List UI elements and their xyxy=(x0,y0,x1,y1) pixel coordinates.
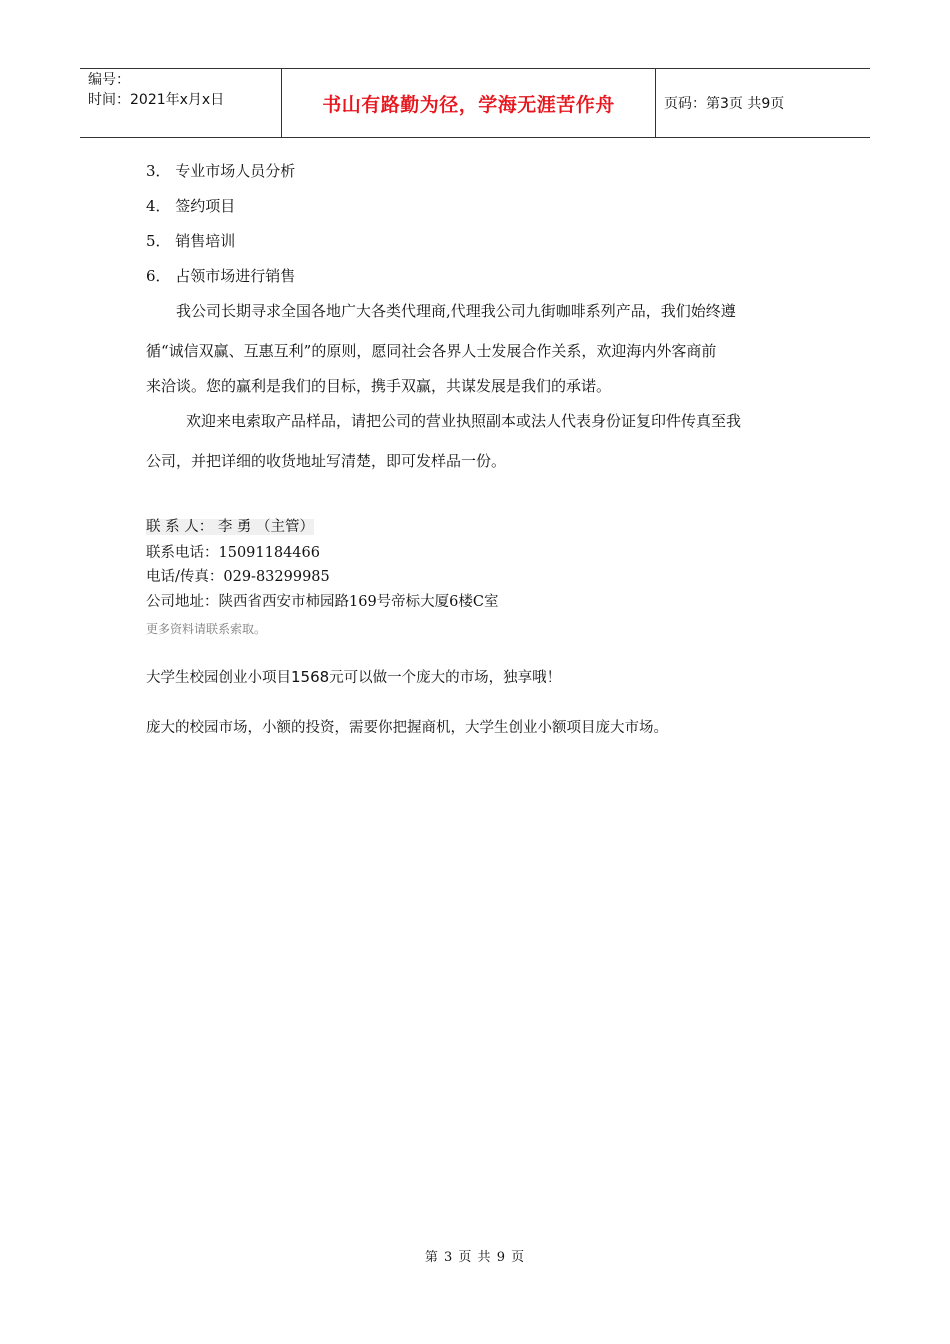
page-header xyxy=(80,68,870,138)
header-slogan: 书山有路勤为径，学海无涯苦作舟 xyxy=(282,69,656,137)
document-number-label: 编号： xyxy=(88,72,130,88)
paragraph-line: 欢迎来电索取产品样品，请把公司的营业执照副本或法人代表身份证复印件传真至我 xyxy=(186,412,742,430)
paragraph-line: 我公司长期寻求全国各地广大各类代理商,代理我公司九街咖啡系列产品，我们始终遵 xyxy=(176,302,736,320)
header-page-number: 页码：第3页 共9页 xyxy=(664,96,785,112)
promo-price: 1568 xyxy=(291,668,330,686)
list-item: 6． 占领市场进行销售 xyxy=(146,267,296,285)
paragraph-line: 公司，并把详细的收货地址写清楚，即可发样品一份。 xyxy=(146,452,507,470)
promo-line xyxy=(146,667,561,688)
list-item: 5． 销售培训 xyxy=(146,232,236,250)
contact-fax: 电话/传真：029-83299985 xyxy=(146,569,330,585)
header-info xyxy=(80,69,282,137)
promo-prefix: 大学生校园创业小项目 xyxy=(146,670,291,686)
paragraph-line: 循“诚信双赢、互惠互利”的原则，愿同社会各界人士发展合作关系，欢迎海内外客商前 xyxy=(146,342,717,360)
document-time-label: 时间：2021年x月x日 xyxy=(88,92,225,108)
list-item: 4． 签约项目 xyxy=(146,197,236,215)
promo-description: 庞大的校园市场，小额的投资，需要你把握商机，大学生创业小额项目庞大市场。 xyxy=(146,720,668,736)
list-item: 3． 专业市场人员分析 xyxy=(146,162,296,180)
page-footer: 第 3 页 共 9 页 xyxy=(424,1250,526,1265)
contact-person-text: 联 系 人： 李 勇 （主管） xyxy=(146,519,315,535)
contact-address: 公司地址：陕西省西安市柿园路169号帝标大厦6楼C室 xyxy=(146,594,499,610)
promo-suffix: 元可以做一个庞大的市场，独享哦！ xyxy=(329,670,562,686)
paragraph-line: 来洽谈。您的赢利是我们的目标，携手双赢，共谋发展是我们的承诺。 xyxy=(146,377,612,395)
contact-person xyxy=(146,517,314,537)
contact-note: 更多资料请联系索取。 xyxy=(146,622,267,636)
contact-phone: 联系电话：15091184466 xyxy=(146,545,320,561)
